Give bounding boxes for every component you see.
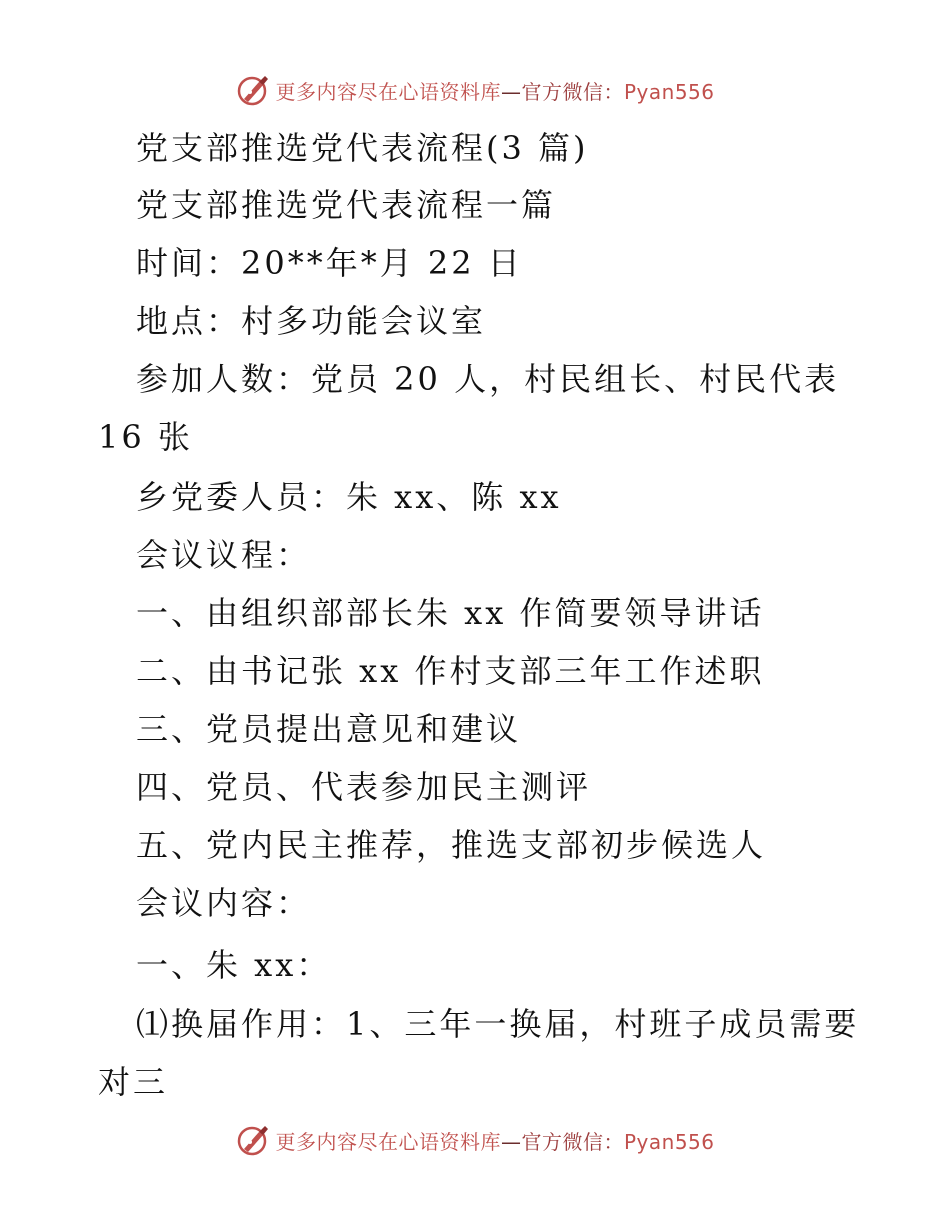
content-speaker: 一、朱 xx： (136, 946, 332, 984)
agenda-heading: 会议议程： (136, 536, 312, 574)
watermark-wechat-label: 官方微信： (521, 79, 624, 104)
watermark-wechat-id: Pyan556 (623, 79, 715, 104)
agenda-item: 三、党员提出意见和建议 (136, 710, 522, 748)
watermark-dash: — (500, 79, 522, 104)
meeting-time: 时间：20**年*月 22 日 (136, 244, 523, 282)
watermark-banner-top (0, 70, 950, 110)
content-item-line-2: 对三 (98, 1063, 169, 1101)
watermark-text (275, 1126, 714, 1155)
watermark-wechat-label: 官方微信： (521, 1129, 624, 1154)
agenda-item: 四、党员、代表参加民主测评 (136, 768, 592, 806)
officials-line: 乡党委人员：朱 xx、陈 xx (136, 478, 562, 516)
agenda-item: 一、由组织部部长朱 xx 作简要领导讲话 (136, 594, 765, 632)
watermark-wechat-id: Pyan556 (623, 1129, 715, 1154)
meeting-place: 地点：村多功能会议室 (136, 302, 487, 340)
attendees-line-2: 16 张 (98, 418, 193, 456)
content-heading: 会议内容： (136, 884, 312, 922)
agenda-item: 五、党内民主推荐，推选支部初步候选人 (136, 826, 767, 864)
watermark-banner-bottom (0, 1120, 950, 1160)
document-subtitle: 党支部推选党代表流程一篇 (136, 186, 557, 224)
agenda-item: 二、由书记张 xx 作村支部三年工作述职 (136, 652, 765, 690)
attendees-line-1: 参加人数：党员 20 人，村民组长、村民代表 (136, 360, 840, 398)
content-item-line-1: ⑴换届作用：1、三年一换届，村班子成员需要 (136, 1005, 860, 1043)
document-title: 党支部推选党代表流程(3 篇) (136, 129, 589, 167)
watermark-main-text: 更多内容尽在心语资料库 (275, 79, 501, 104)
pen-logo-icon (235, 1122, 271, 1158)
watermark-text (275, 76, 714, 105)
watermark-main-text: 更多内容尽在心语资料库 (275, 1129, 501, 1154)
watermark-dash: — (500, 1129, 522, 1154)
pen-logo-icon (235, 72, 271, 108)
